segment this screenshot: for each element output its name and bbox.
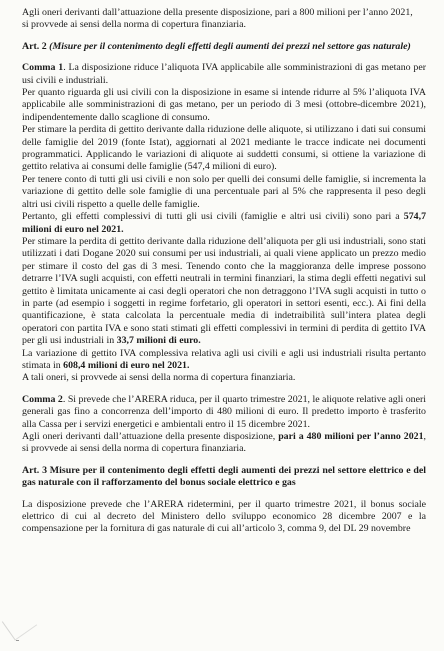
intro-line-2: si provvede ai sensi della norma di copertura finanziaria.: [22, 19, 247, 31]
comma2-oneri-value: pari a 480 milioni per l’anno 2021: [278, 431, 424, 442]
comma1-industriali-value: 33,7 milioni di euro.: [116, 335, 201, 347]
comma1-variazione-value: 608,4 milioni di euro nel 2021.: [63, 359, 190, 371]
comma1-usi-industriali: [22, 236, 426, 348]
art3-paragraph: La disposizione prevede che l’ARERA ridetermini, per il quarto trimestre 2021, il bonus sociale elettrico di cui al decreto del Ministero dello sviluppo economico 28 dicembre 2007 e la compensazione per la fornitura di gas naturale di cui all’articolo 3, comma 9, del DL 29 novembre: [22, 498, 426, 535]
comma1-variazione-text: La variazione di gettito IVA complessiva relativa agli usi civili e agli usi industriali risulta pertanto stimata in: [22, 347, 426, 371]
intro-line-1: Agli oneri derivanti dall’attuazione della presente disposizione, pari a 800 milioni per l’anno 2021,: [22, 7, 413, 18]
comma2-paragraph: [22, 394, 426, 431]
comma1-totale-text: Pertanto, gli effetti complessivi di tutti gli usi civili (famiglie e altri usi civili) sono pari a: [22, 211, 404, 223]
comma1-industriali-text: Per stimare la perdita di gettito derivante dalla riduzione dell’aliquota per gli usi industriali, sono stati utilizzati i dati Dogane 2020 sui consumi per usi industriali, ai quali viene applicato un prezzo medio per stimare il costo del gas di 3 mesi. Tenendo conto che la maggioranza delle imprese possono detrarre l’IVA sugli acquisti, con effetti neutrali in termini finanziari, la stima degli effetti negativi sul gettito è limitata unicamente ai casi degli operatori che non detraggono l’IVA sugli acquisti in tutto o in parte (ad esempio i soggetti in regime forfetario, gli operatori in settori esenti, ecc.). Ai fini della quantificazione, è stata calcolata la percentuale media di indetraibilità sull’intera platea degli operatori con partita IVA e sono stati stimati gli effetti complessivi in termini di perdita di gettito IVA per gli usi industriali in: [22, 235, 426, 347]
comma2-label: Comma 2: [22, 393, 63, 405]
comma1-label: Comma 1: [22, 62, 64, 74]
page-speck: [16, 640, 19, 641]
comma2-oneri-tail: , si provvede ai sensi della norma di copertura finanziaria.: [22, 431, 426, 455]
comma1-text: . La disposizione riduce l’aliquota IVA applicabile alle somministrazioni di gas metano per usi civili e industriali.: [22, 62, 426, 86]
art2-label: Art. 2: [22, 40, 50, 52]
art2-title: (Misure per il contenimento degli effetti degli aumenti dei prezzi nel settore gas naturale): [49, 40, 411, 52]
comma2-oneri: [22, 431, 426, 456]
document-page: [22, 0, 426, 536]
comma1-variazione: [22, 348, 426, 373]
comma1-copertura: A tali oneri, si provvede ai sensi della norma di copertura finanziaria.: [22, 372, 296, 384]
comma1-altri-usi: Per tenere conto di tutti gli usi civili e non solo per quelli dei consumi delle famiglie, si incrementa la variazione di gettito delle sole famiglie di una percentuale pari al 5% che rappresenta il peso degli altri usi civili rispetto a quelle delle famiglie.: [22, 173, 426, 210]
comma1-stima-famiglie: Per stimare la perdita di gettito derivante dalla riduzione delle aliquote, si utilizzano i dati sui consumi delle famiglie del 2019 (fonte Istat), aggiornati al 2021 mediante le tracce indicate nei documenti programmatici. Applicando le variazioni di aliquote ai suddetti consumi, si ottiene la variazione di gettito relativa ai consumi delle famiglie (547,4 milioni di euro).: [22, 124, 426, 173]
intro-paragraph: [22, 7, 426, 32]
comma2-text: . Si prevede che l’ARERA riduca, per il quarto trimestre 2021, le aliquote relative agli oneri generali gas fino a concorrenza dell’importo di 480 milioni di euro. Il predetto importo è trasferito alla Cassa per i servizi energetici e ambientali entro il 15 dicembre 2021.: [22, 393, 426, 430]
comma1-totale-civili: [22, 211, 426, 236]
art2-heading: [22, 41, 426, 53]
page-corner-mark: [2, 606, 37, 640]
comma1-paragraph: [22, 62, 426, 87]
comma2-oneri-text: Agli oneri derivanti dall’attuazione della presente disposizione,: [22, 431, 279, 442]
comma1-usi-civili: Per quanto riguarda gli usi civili con la disposizione in esame si intende ridurre al 5% l’aliquota IVA applicabile alle somministrazioni di gas metano, per un periodo di 3 mesi (ottobre-dicembre 2021), indipendentemente dallo scaglione di consumo.: [22, 87, 426, 123]
art3-heading: Art. 3 Misure per il contenimento degli effetti degli aumenti dei prezzi nel settore elettrico e del gas naturale con il rafforzamento del bonus sociale elettrico e gas: [22, 464, 426, 489]
comma1-totale-value: 574,7 milioni di euro nel 2021.: [22, 211, 426, 235]
